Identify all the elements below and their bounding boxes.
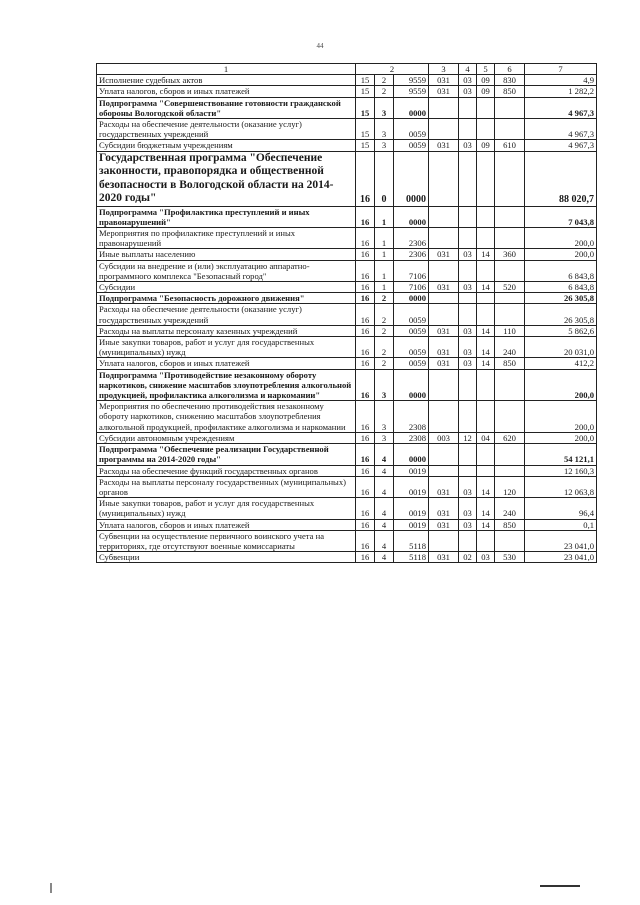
code-subsection: 14 — [477, 325, 495, 336]
code-item: 0059 — [394, 304, 429, 325]
code-subsection: 09 — [477, 75, 495, 86]
table-row — [97, 476, 597, 497]
code-expense-type: 520 — [495, 282, 525, 293]
code-item: 7106 — [394, 260, 429, 281]
row-name: Расходы на выплаты персоналу казенных учреждений — [97, 325, 356, 336]
code-expense-type — [495, 293, 525, 304]
row-amount: 1 282,2 — [525, 86, 597, 97]
row-name: Субвенции на осуществление первичного воинского учета на территориях, где отсутствуют военные комиссариаты — [97, 530, 356, 551]
header-col-7: 7 — [525, 64, 597, 75]
code-expense-type: 830 — [495, 75, 525, 86]
code-ministry: 16 — [356, 206, 375, 227]
code-item: 2308 — [394, 401, 429, 433]
table-row — [97, 444, 597, 465]
code-program: 0 — [375, 151, 394, 206]
code-expense-type — [495, 401, 525, 433]
row-amount: 0,1 — [525, 519, 597, 530]
row-name: Уплата налогов, сборов и иных платежей — [97, 358, 356, 369]
row-name: Уплата налогов, сборов и иных платежей — [97, 86, 356, 97]
row-name: Исполнение судебных актов — [97, 75, 356, 86]
row-name: Расходы на обеспечение функций государственных органов — [97, 465, 356, 476]
table-row — [97, 401, 597, 433]
code-subsection — [477, 97, 495, 118]
table-row — [97, 249, 597, 260]
code-subsection: 14 — [477, 476, 495, 497]
code-section — [459, 465, 477, 476]
code-dept: 031 — [429, 337, 459, 358]
row-name: Подпрограмма "Профилактика преступлений и иных правонарушений" — [97, 206, 356, 227]
code-program: 4 — [375, 519, 394, 530]
code-ministry: 16 — [356, 552, 375, 563]
code-ministry: 16 — [356, 293, 375, 304]
code-program: 1 — [375, 282, 394, 293]
table-row — [97, 75, 597, 86]
code-expense-type — [495, 369, 525, 401]
code-subsection: 14 — [477, 519, 495, 530]
table-row — [97, 282, 597, 293]
row-amount: 200,0 — [525, 228, 597, 249]
code-dept — [429, 444, 459, 465]
code-dept — [429, 304, 459, 325]
row-name: Подпрограмма "Обеспечение реализации Государственной программы на 2014-2020 годы" — [97, 444, 356, 465]
table-row — [97, 151, 597, 206]
table-row — [97, 140, 597, 151]
code-item: 0000 — [394, 97, 429, 118]
code-ministry: 16 — [356, 432, 375, 443]
code-expense-type: 110 — [495, 325, 525, 336]
code-expense-type: 620 — [495, 432, 525, 443]
code-expense-type — [495, 530, 525, 551]
table-row — [97, 228, 597, 249]
code-ministry: 16 — [356, 282, 375, 293]
code-item: 0059 — [394, 337, 429, 358]
row-amount: 4 967,3 — [525, 119, 597, 140]
code-item: 0059 — [394, 119, 429, 140]
row-amount: 12 063,8 — [525, 476, 597, 497]
code-section — [459, 119, 477, 140]
table-row — [97, 358, 597, 369]
code-expense-type: 850 — [495, 519, 525, 530]
row-name: Иные закупки товаров, работ и услуг для государственных (муниципальных) нужд — [97, 337, 356, 358]
code-ministry: 16 — [356, 228, 375, 249]
row-amount: 5 862,6 — [525, 325, 597, 336]
code-subsection — [477, 119, 495, 140]
code-expense-type: 530 — [495, 552, 525, 563]
code-dept: 031 — [429, 249, 459, 260]
code-subsection: 14 — [477, 337, 495, 358]
code-ministry: 15 — [356, 75, 375, 86]
row-name: Мероприятия по профилактике преступлений и иных правонарушений — [97, 228, 356, 249]
code-expense-type: 240 — [495, 337, 525, 358]
code-dept: 031 — [429, 86, 459, 97]
code-section: 12 — [459, 432, 477, 443]
row-name: Расходы на обеспечение деятельности (оказание услуг) государственных учреждений — [97, 304, 356, 325]
code-item: 2306 — [394, 249, 429, 260]
code-ministry: 16 — [356, 249, 375, 260]
row-amount: 88 020,7 — [525, 151, 597, 206]
code-program: 2 — [375, 304, 394, 325]
code-section — [459, 293, 477, 304]
code-section — [459, 369, 477, 401]
budget-table — [96, 63, 597, 563]
header-col-6: 6 — [495, 64, 525, 75]
code-program: 3 — [375, 369, 394, 401]
code-item: 0059 — [394, 325, 429, 336]
code-subsection — [477, 151, 495, 206]
code-program: 2 — [375, 325, 394, 336]
row-name: Уплата налогов, сборов и иных платежей — [97, 519, 356, 530]
code-expense-type: 120 — [495, 476, 525, 497]
code-dept — [429, 260, 459, 281]
row-name: Субсидии бюджетным учреждениям — [97, 140, 356, 151]
code-dept — [429, 369, 459, 401]
code-item: 0019 — [394, 519, 429, 530]
code-program: 1 — [375, 260, 394, 281]
code-section: 03 — [459, 337, 477, 358]
row-name: Мероприятия по обеспечению противодействия незаконному обороту наркотиков, снижению масштабов злоупотребления алкогольной продукцией, профилактике алкоголизма и наркомании — [97, 401, 356, 433]
code-dept: 031 — [429, 498, 459, 519]
scan-mark-left — [50, 883, 52, 893]
code-ministry: 15 — [356, 86, 375, 97]
code-section — [459, 304, 477, 325]
code-dept: 031 — [429, 476, 459, 497]
code-subsection — [477, 369, 495, 401]
row-amount: 4,9 — [525, 75, 597, 86]
row-name: Расходы на выплаты персоналу государственных (муниципальных) органов — [97, 476, 356, 497]
code-expense-type — [495, 151, 525, 206]
code-item: 0019 — [394, 476, 429, 497]
page-number: 44 — [316, 42, 324, 50]
code-program: 4 — [375, 476, 394, 497]
row-amount: 26 305,8 — [525, 304, 597, 325]
code-expense-type — [495, 97, 525, 118]
code-dept — [429, 401, 459, 433]
code-subsection — [477, 465, 495, 476]
code-expense-type: 610 — [495, 140, 525, 151]
row-amount: 7 043,8 — [525, 206, 597, 227]
code-section — [459, 206, 477, 227]
code-expense-type — [495, 228, 525, 249]
header-row — [97, 64, 597, 75]
table-row — [97, 206, 597, 227]
code-subsection: 03 — [477, 552, 495, 563]
code-program: 3 — [375, 140, 394, 151]
row-name: Субсидии на внедрение и (или) эксплуатацию аппаратно-программного комплекса "Безопасный город" — [97, 260, 356, 281]
row-amount: 4 967,3 — [525, 97, 597, 118]
code-section: 03 — [459, 282, 477, 293]
table-row — [97, 325, 597, 336]
code-dept — [429, 119, 459, 140]
code-item: 5118 — [394, 552, 429, 563]
code-expense-type: 850 — [495, 358, 525, 369]
code-subsection — [477, 530, 495, 551]
code-ministry: 16 — [356, 151, 375, 206]
code-ministry: 16 — [356, 444, 375, 465]
table-row — [97, 552, 597, 563]
code-program: 4 — [375, 552, 394, 563]
code-item: 2308 — [394, 432, 429, 443]
header-col-2: 2 — [356, 64, 429, 75]
row-name: Иные закупки товаров, работ и услуг для государственных (муниципальных) нужд — [97, 498, 356, 519]
code-program: 4 — [375, 444, 394, 465]
code-ministry: 16 — [356, 530, 375, 551]
code-subsection — [477, 304, 495, 325]
code-section — [459, 228, 477, 249]
code-program: 3 — [375, 119, 394, 140]
code-item: 5118 — [394, 530, 429, 551]
table-row — [97, 369, 597, 401]
code-section: 03 — [459, 498, 477, 519]
table-row — [97, 519, 597, 530]
table-row — [97, 293, 597, 304]
code-program: 2 — [375, 86, 394, 97]
code-subsection — [477, 444, 495, 465]
code-program: 1 — [375, 249, 394, 260]
code-subsection: 14 — [477, 282, 495, 293]
code-dept: 031 — [429, 552, 459, 563]
code-dept: 031 — [429, 282, 459, 293]
code-section — [459, 97, 477, 118]
code-program: 2 — [375, 293, 394, 304]
code-subsection: 14 — [477, 358, 495, 369]
code-program: 2 — [375, 358, 394, 369]
code-dept: 031 — [429, 140, 459, 151]
code-program: 4 — [375, 465, 394, 476]
code-subsection: 04 — [477, 432, 495, 443]
table-row — [97, 260, 597, 281]
code-ministry: 16 — [356, 325, 375, 336]
code-ministry: 16 — [356, 369, 375, 401]
table-row — [97, 530, 597, 551]
code-dept: 031 — [429, 358, 459, 369]
code-section: 03 — [459, 476, 477, 497]
code-item: 0000 — [394, 206, 429, 227]
code-expense-type — [495, 206, 525, 227]
code-item: 9559 — [394, 86, 429, 97]
row-name: Субсидии автономным учреждениям — [97, 432, 356, 443]
code-expense-type — [495, 119, 525, 140]
code-program: 4 — [375, 498, 394, 519]
code-subsection — [477, 228, 495, 249]
header-col-5: 5 — [477, 64, 495, 75]
code-subsection: 09 — [477, 140, 495, 151]
row-amount: 6 843,8 — [525, 282, 597, 293]
code-section — [459, 444, 477, 465]
code-section: 03 — [459, 86, 477, 97]
table-row — [97, 432, 597, 443]
code-dept — [429, 151, 459, 206]
row-amount: 200,0 — [525, 432, 597, 443]
code-program: 3 — [375, 432, 394, 443]
scan-mark-right — [540, 885, 580, 887]
code-item: 0000 — [394, 293, 429, 304]
code-section — [459, 401, 477, 433]
code-ministry: 15 — [356, 140, 375, 151]
code-ministry: 16 — [356, 260, 375, 281]
code-item: 0019 — [394, 498, 429, 519]
code-ministry: 16 — [356, 519, 375, 530]
row-amount: 4 967,3 — [525, 140, 597, 151]
code-ministry: 16 — [356, 476, 375, 497]
code-item: 0059 — [394, 140, 429, 151]
row-amount: 12 160,3 — [525, 465, 597, 476]
table-row — [97, 304, 597, 325]
code-section: 03 — [459, 519, 477, 530]
code-ministry: 16 — [356, 401, 375, 433]
header-col-4: 4 — [459, 64, 477, 75]
code-ministry: 16 — [356, 358, 375, 369]
code-program: 3 — [375, 97, 394, 118]
code-expense-type — [495, 465, 525, 476]
code-dept: 003 — [429, 432, 459, 443]
row-name: Подпрограмма "Безопасность дорожного движения" — [97, 293, 356, 304]
code-dept — [429, 228, 459, 249]
code-program: 4 — [375, 530, 394, 551]
code-expense-type: 850 — [495, 86, 525, 97]
code-program: 2 — [375, 337, 394, 358]
code-dept — [429, 97, 459, 118]
table-body — [97, 64, 597, 563]
row-amount: 200,0 — [525, 249, 597, 260]
code-item: 0019 — [394, 465, 429, 476]
code-dept: 031 — [429, 519, 459, 530]
row-amount: 20 031,0 — [525, 337, 597, 358]
row-name: Расходы на обеспечение деятельности (оказание услуг) государственных учреждений — [97, 119, 356, 140]
code-expense-type — [495, 260, 525, 281]
code-subsection — [477, 206, 495, 227]
row-amount: 200,0 — [525, 401, 597, 433]
code-section — [459, 151, 477, 206]
row-name: Субсидии — [97, 282, 356, 293]
table-row — [97, 337, 597, 358]
table-row — [97, 119, 597, 140]
code-item: 7106 — [394, 282, 429, 293]
code-expense-type: 240 — [495, 498, 525, 519]
code-ministry: 16 — [356, 304, 375, 325]
table-row — [97, 86, 597, 97]
code-subsection — [477, 260, 495, 281]
row-name: Иные выплаты населению — [97, 249, 356, 260]
code-section — [459, 260, 477, 281]
header-col-3: 3 — [429, 64, 459, 75]
code-ministry: 16 — [356, 337, 375, 358]
code-subsection: 14 — [477, 249, 495, 260]
code-ministry: 15 — [356, 119, 375, 140]
code-item: 9559 — [394, 75, 429, 86]
code-section: 03 — [459, 358, 477, 369]
table-row — [97, 97, 597, 118]
code-subsection — [477, 293, 495, 304]
row-amount: 96,4 — [525, 498, 597, 519]
code-expense-type — [495, 304, 525, 325]
row-amount: 6 843,8 — [525, 260, 597, 281]
code-section — [459, 530, 477, 551]
row-name: Субвенции — [97, 552, 356, 563]
code-section: 02 — [459, 552, 477, 563]
code-item: 2306 — [394, 228, 429, 249]
code-dept: 031 — [429, 325, 459, 336]
code-subsection: 14 — [477, 498, 495, 519]
header-col-1: 1 — [97, 64, 356, 75]
row-amount: 26 305,8 — [525, 293, 597, 304]
code-section: 03 — [459, 325, 477, 336]
row-name: Подпрограмма "Противодействие незаконному обороту наркотиков, снижение масштабов злоупотребления алкогольной продукцией, профилактика алкоголизма и наркомании" — [97, 369, 356, 401]
table-row — [97, 498, 597, 519]
code-item: 0000 — [394, 369, 429, 401]
code-dept — [429, 206, 459, 227]
code-dept — [429, 465, 459, 476]
code-ministry: 16 — [356, 498, 375, 519]
row-amount: 23 041,0 — [525, 552, 597, 563]
code-expense-type — [495, 444, 525, 465]
code-program: 1 — [375, 206, 394, 227]
code-dept: 031 — [429, 75, 459, 86]
code-section: 03 — [459, 140, 477, 151]
code-program: 1 — [375, 228, 394, 249]
code-ministry: 16 — [356, 465, 375, 476]
row-amount: 412,2 — [525, 358, 597, 369]
code-item: 0000 — [394, 444, 429, 465]
code-ministry: 15 — [356, 97, 375, 118]
row-amount: 54 121,1 — [525, 444, 597, 465]
row-name: Государственная программа "Обеспечение законности, правопорядка и общественной безопасности в Вологодской области на 2014-2020 годы" — [97, 151, 356, 206]
code-program: 3 — [375, 401, 394, 433]
row-amount: 200,0 — [525, 369, 597, 401]
code-subsection — [477, 401, 495, 433]
row-amount: 23 041,0 — [525, 530, 597, 551]
code-item: 0000 — [394, 151, 429, 206]
code-section: 03 — [459, 75, 477, 86]
code-dept — [429, 530, 459, 551]
code-dept — [429, 293, 459, 304]
code-section: 03 — [459, 249, 477, 260]
code-item: 0059 — [394, 358, 429, 369]
code-subsection: 09 — [477, 86, 495, 97]
table-row — [97, 465, 597, 476]
code-expense-type: 360 — [495, 249, 525, 260]
code-program: 2 — [375, 75, 394, 86]
row-name: Подпрограмма "Совершенствование готовности гражданской обороны Вологодской области" — [97, 97, 356, 118]
